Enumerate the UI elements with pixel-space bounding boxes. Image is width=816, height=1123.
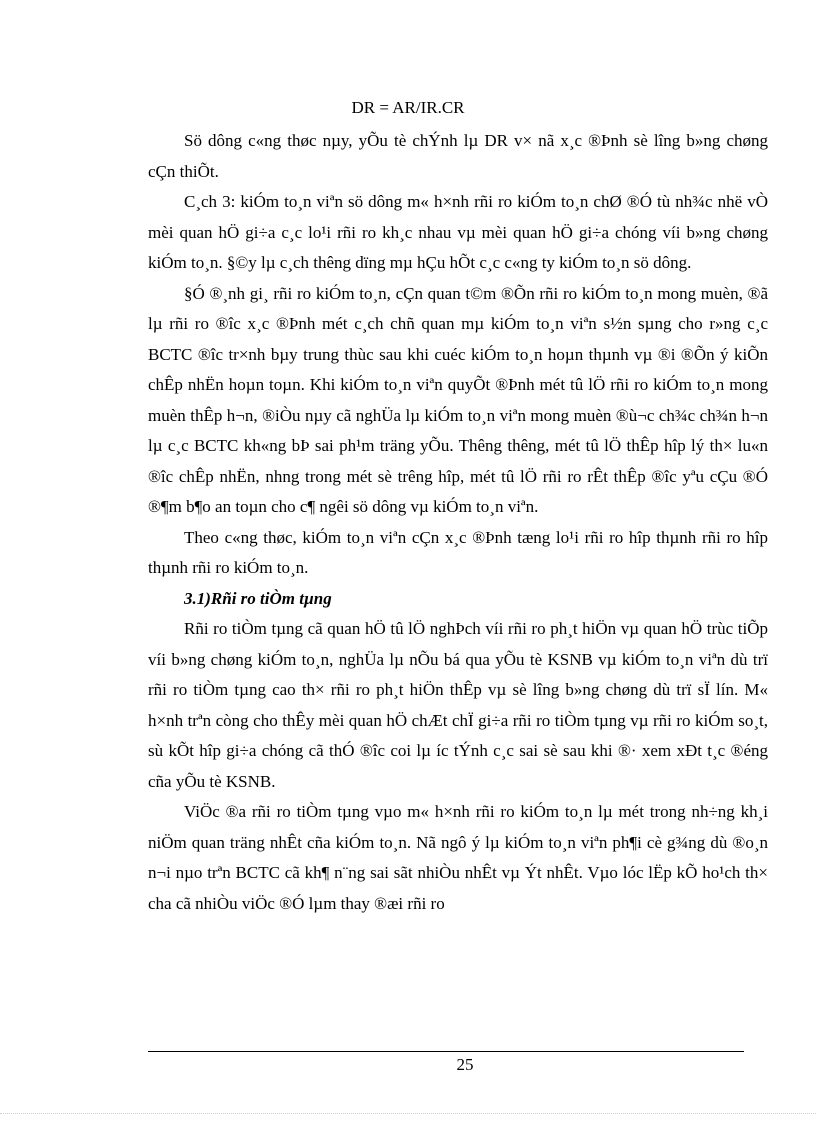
- page-number: 25: [456, 1055, 474, 1074]
- page-bottom-border: [0, 1113, 816, 1114]
- paragraph-inherent-risk-relation: Rñi ro tiÒm tµng cã quan hÖ tû lÖ nghÞch víi rñi ro ph¸t hiÖn vµ quan hÖ trùc tiÕp víi b»ng chøng kiÓm to¸n, nghÜa lµ nÕu bá qua yÕu tè KSNB vµ kiÓm to¸n viªn dù trï rñi ro tiÒm tµng cao th× rñi ro ph¸t hiÖn thÊp vµ sè lîng b»ng chøng dù trï sÏ lín. M« h×nh trªn còng cho thÊy mèi quan hÖ chÆt chÏ gi÷a rñi ro tiÒm tµng vµ rñi ro kiÓm so¸t, sù kÕt hîp gi÷a chóng cã thÓ ®îc coi lµ íc tÝnh c¸c sai sè sau khi ®· xem xÐt t¸c ®éng cña yÕu tè KSNB.: [148, 619, 768, 791]
- paragraph-inherent-risk-concept: ViÖc ®a rñi ro tiÒm tµng vµo m« h×nh rñi ro kiÓm to¸n lµ mét trong nh÷ng kh¸i niÖm quan träng nhÊt cña kiÓm to¸n. Nã ngô ý lµ kiÓm to¸n viªn ph¶i cè g¾ng dù ®o¸n n¬i nµo trªn BCTC cã kh¶ n¨ng sai sãt nhiÒu nhÊt vµ Ýt nhÊt. Vµo lóc lËp kÕ ho¹ch th× cha cã nhiÒu viÖc ®Ó lµm thay ®æi rñi ro: [148, 802, 768, 913]
- paragraph-risk-assessment: §Ó ®¸nh gi¸ rñi ro kiÓm to¸n, cÇn quan t©m ®Õn rñi ro kiÓm to¸n mong muèn, ®ã lµ rñi ro ®îc x¸c ®Þnh mét c¸ch chñ quan mµ kiÓm to¸n viªn s½n sµng cho r»ng c¸c BCTC ®îc tr×nh bµy trung thùc sau khi cuéc kiÓm to¸n hoµn thµnh vµ ®i ®Õn ý kiÕn chÊp nhËn hoµn toµn. Khi kiÓm to¸n viªn quyÕt ®Þnh mét tû lÖ rñi ro kiÓm to¸n mong muèn thÊp h¬n, ®iÒu nµy cã nghÜa lµ kiÓm to¸n viªn mong muèn ®ù¬c ch¾c ch¾n h¬n lµ c¸c BCTC kh«ng bÞ sai ph¹m träng yÕu. Thêng thêng, mét tû lÖ thÊp hîp lý th× lu«n ®îc chÊp nhËn, nhng trong mét sè trêng hîp, mét tû lÖ rñi ro rÊt thÊp ®îc yªu cÇu ®Ó ®¶m b¶o an toµn cho c¶ ngêi sö dông vµ kiÓm to¸n viªn.: [148, 283, 768, 516]
- paragraph-method-3: C¸ch 3: kiÓm to¸n viªn sö dông m« h×nh rñi ro kiÓm to¸n chØ ®Ó tù nh¾c nhë vÒ mèi quan hÖ gi÷a c¸c lo¹i rñi ro kh¸c nhau vµ mèi quan hÖ gi÷a chóng víi b»ng chøng kiÓm to¸n. §©y lµ c¸ch thêng dïng mµ hÇu hÕt c¸c c«ng ty kiÓm to¸n sö dông.: [148, 192, 768, 272]
- audit-risk-formula: DR = AR/IR.CR: [351, 98, 465, 117]
- paragraph-formula-usage: Sö dông c«ng thøc nµy, yÕu tè chÝnh lµ DR v× nã x¸c ®Þnh sè lîng b»ng chøng cÇn thiÕt.: [148, 131, 768, 181]
- body-text: [148, 126, 768, 919]
- section-heading-inherent-risk: 3.1)Rñi ro tiÒm tµng: [184, 588, 332, 608]
- paragraph-formula-conclusion: Theo c«ng thøc, kiÓm to¸n viªn cÇn x¸c ®Þnh tæng lo¹i rñi ro hîp thµnh rñi ro hîp thµnh rñi ro kiÓm to¸n.: [148, 527, 768, 577]
- footer-divider: [148, 1051, 744, 1052]
